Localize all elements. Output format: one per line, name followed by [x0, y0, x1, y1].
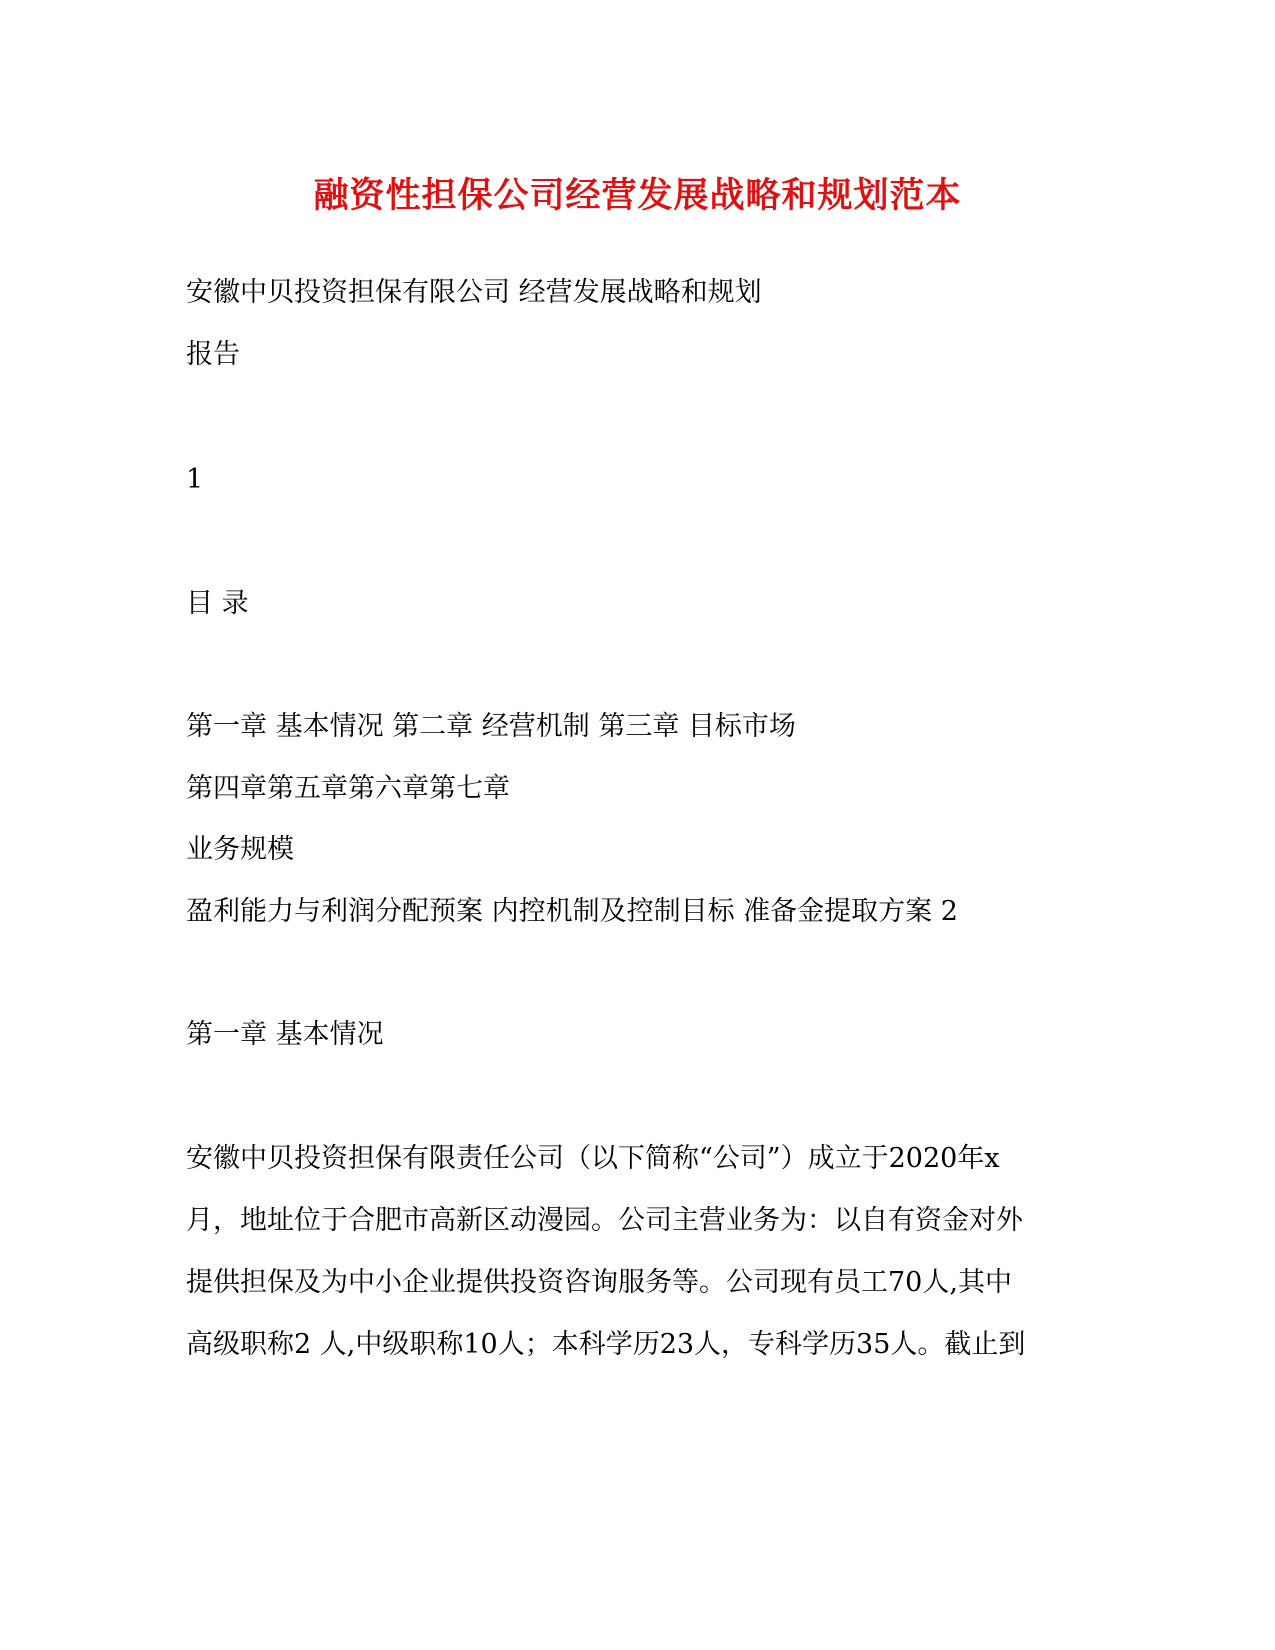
- toc-line: 业务规模: [186, 834, 294, 865]
- paragraph-line: 提供担保及为中小企业提供投资咨询服务等。公司现有员工70人,其中: [186, 1267, 1012, 1298]
- toc-heading: 目 录: [186, 588, 249, 619]
- toc-line: 第一章 基本情况 第二章 经营机制 第三章 目标市场: [186, 711, 796, 742]
- paragraph-line: 高级职称2 人,中级职称10人；本科学历23人，专科学历35人。截止到: [186, 1329, 1026, 1360]
- page-number: 1: [186, 464, 204, 495]
- chapter-heading: 第一章 基本情况: [186, 1019, 384, 1050]
- toc-line: 第四章第五章第六章第七章: [186, 773, 510, 804]
- cover-report-line: 报告: [186, 339, 240, 370]
- paragraph-line: 月，地址位于合肥市高新区动漫园。公司主营业务为：以自有资金对外: [186, 1205, 1023, 1236]
- paragraph-line: 安徽中贝投资担保有限责任公司（以下简称“公司”）成立于2020年x: [186, 1143, 1000, 1174]
- document-title: 融资性担保公司经营发展战略和规划范本: [313, 175, 962, 216]
- cover-company-line: 安徽中贝投资担保有限公司 经营发展战略和规划: [186, 277, 762, 308]
- toc-line: 盈利能力与利润分配预案 内控机制及控制目标 准备金提取方案 2: [186, 896, 958, 927]
